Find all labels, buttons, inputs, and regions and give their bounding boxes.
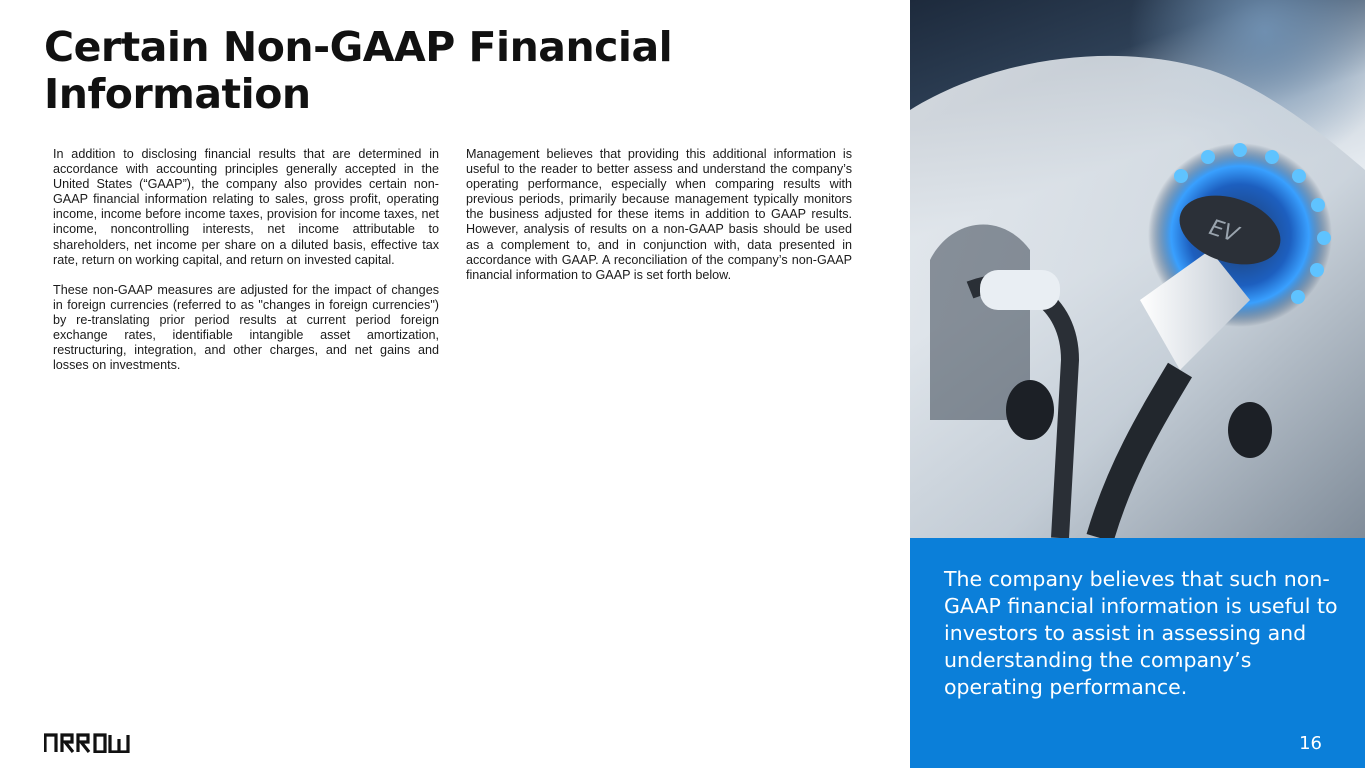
ev-charger-photo <box>910 0 1365 538</box>
left-text-column <box>53 147 439 388</box>
left-paragraph-2: These non-GAAP measures are adjusted for the impact of changes in foreign currencies (referred to as "changes in foreign currencies") by re-translating prior period results at current period foreign exchange rates, identifiable intangible asset amortization, restructuring, integration, and other charges, and net gains and losses on investments. <box>53 282 439 373</box>
right-paragraph-1: Management believes that providing this additional information is useful to the reader to better assess and understand the company’s operating performance, especially when comparing results with previous periods, primarily because management typically monitors the business adjusted for these items in addition to GAAP results. However, analysis of results on a non-GAAP basis should be used as a complement to, and in conjunction with, data presented in accordance with GAAP. A reconciliation of the company’s non-GAAP financial information to GAAP is set forth below. <box>466 147 852 282</box>
page-number: 16 <box>1299 733 1322 754</box>
right-text-column <box>466 147 852 298</box>
arrow-logo <box>44 733 130 753</box>
page-title: Certain Non-GAAP Financial Information <box>44 23 673 118</box>
ev-charger-illustration <box>910 0 1365 538</box>
callout-text: The company believes that such non-GAAP financial information is useful to investors to assist in assessing and understanding the company’s operating performance. <box>944 567 1338 699</box>
plug-ev-label: EV <box>1206 215 1242 248</box>
left-paragraph-1: In addition to disclosing financial results that are determined in accordance with accounting principles generally accepted in the United States (“GAAP”), the company also provides certain non-GAAP financial information relating to sales, gross profit, operating income, income before income taxes, provision for income taxes, net income, noncontrolling interests, net income attributable to shareholders, net income per share on a diluted basis, effective tax rate, return on working capital, and return on invested capital. <box>53 147 439 267</box>
callout-panel <box>910 538 1365 768</box>
